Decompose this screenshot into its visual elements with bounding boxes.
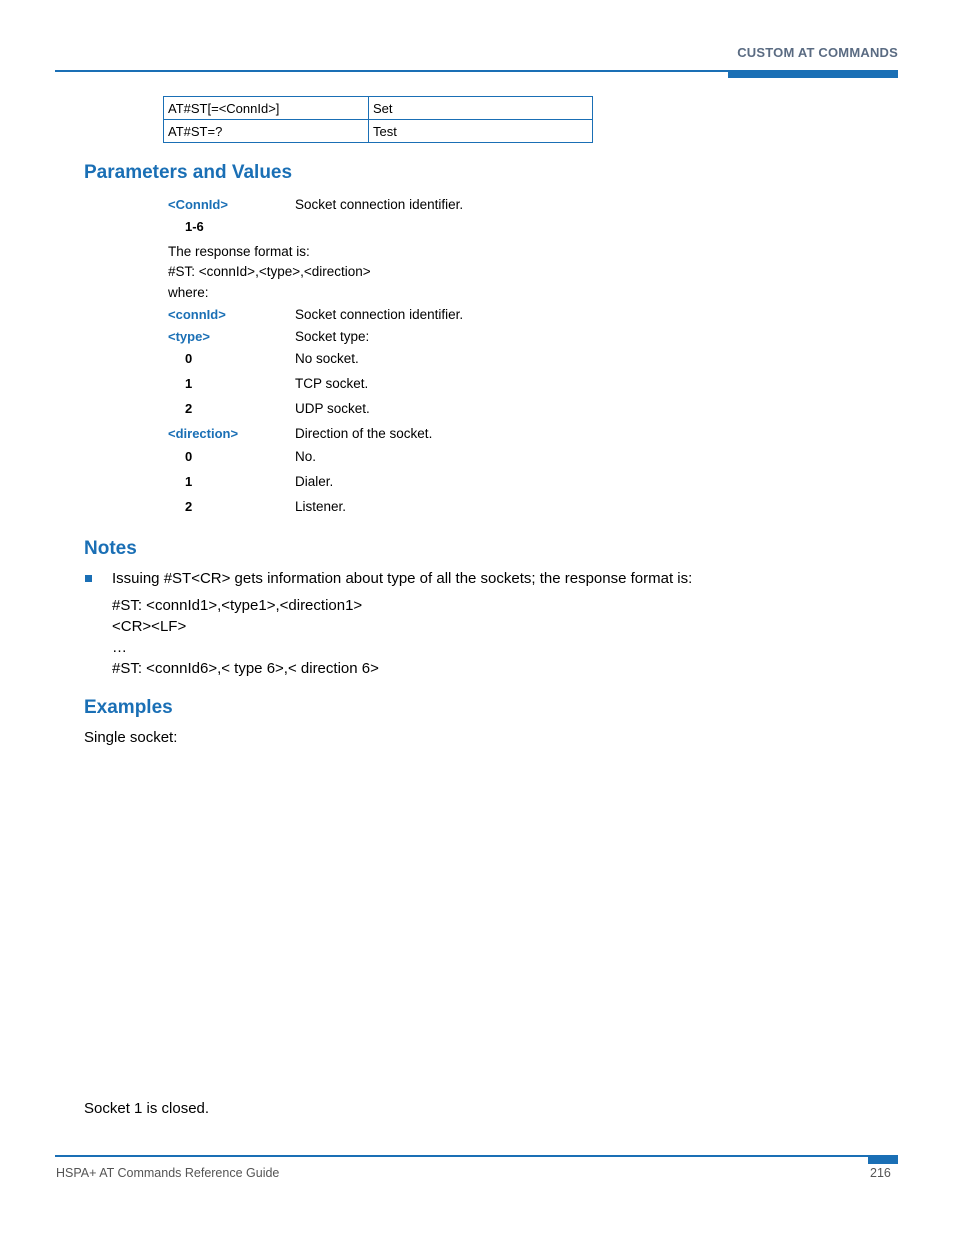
footer-title: HSPA+ AT Commands Reference Guide	[56, 1166, 280, 1180]
param-value: 0	[185, 351, 193, 366]
param-range: 1-6	[185, 219, 204, 234]
param-desc: Socket connection identifier.	[295, 197, 464, 212]
param-value-desc: Dialer.	[295, 474, 334, 489]
notes-format-line: #ST: <connId6>,< type 6>,< direction 6>	[112, 660, 379, 677]
param-value: 1	[185, 474, 193, 489]
type-cell: Test	[369, 120, 593, 143]
header-accent-bar	[728, 70, 898, 78]
page-number: 216	[870, 1166, 891, 1180]
command-cell: AT#ST[=<ConnId>]	[164, 97, 369, 120]
param-value: 2	[185, 499, 193, 514]
running-header: CUSTOM AT COMMANDS	[737, 45, 898, 60]
param-name-connid: <connId>	[168, 307, 226, 322]
notes-bullet-text: Issuing #ST<CR> gets information about type of all the sockets; the response format is:	[112, 570, 693, 587]
param-name-type: <type>	[168, 329, 210, 344]
response-format: #ST: <connId>,<type>,<direction>	[168, 264, 371, 279]
param-value-desc: UDP socket.	[295, 401, 370, 416]
param-value: 1	[185, 376, 193, 391]
examples-closing: Socket 1 is closed.	[84, 1100, 210, 1117]
param-desc: Direction of the socket.	[295, 426, 433, 441]
syntax-table	[163, 96, 593, 143]
notes-heading: Notes	[84, 538, 137, 559]
param-value-desc: TCP socket.	[295, 376, 369, 391]
parameters-heading: Parameters and Values	[84, 162, 293, 183]
type-cell: Set	[369, 97, 593, 120]
command-cell: AT#ST=?	[164, 120, 369, 143]
examples-intro: Single socket:	[84, 729, 178, 746]
footer-accent-bar	[868, 1155, 898, 1164]
response-intro: The response format is:	[168, 244, 310, 259]
param-name-direction: <direction>	[168, 426, 239, 441]
notes-format-line: #ST: <connId1>,<type1>,<direction1>	[112, 597, 363, 614]
square-bullet-icon	[85, 575, 92, 582]
table-row	[164, 97, 593, 120]
examples-heading: Examples	[84, 697, 173, 718]
param-desc: Socket type:	[295, 329, 370, 344]
param-value-desc: No.	[295, 449, 317, 464]
where-label: where:	[168, 285, 209, 300]
param-value-desc: Listener.	[295, 499, 347, 514]
param-name-connid-upper: <ConnId>	[168, 197, 228, 212]
notes-format-line: …	[112, 639, 127, 656]
param-desc: Socket connection identifier.	[295, 307, 464, 322]
param-value: 0	[185, 449, 193, 464]
table-row	[164, 120, 593, 143]
param-value: 2	[185, 401, 193, 416]
param-value-desc: No socket.	[295, 351, 359, 366]
footer-rule	[55, 1155, 898, 1157]
notes-format-line: <CR><LF>	[112, 618, 187, 635]
